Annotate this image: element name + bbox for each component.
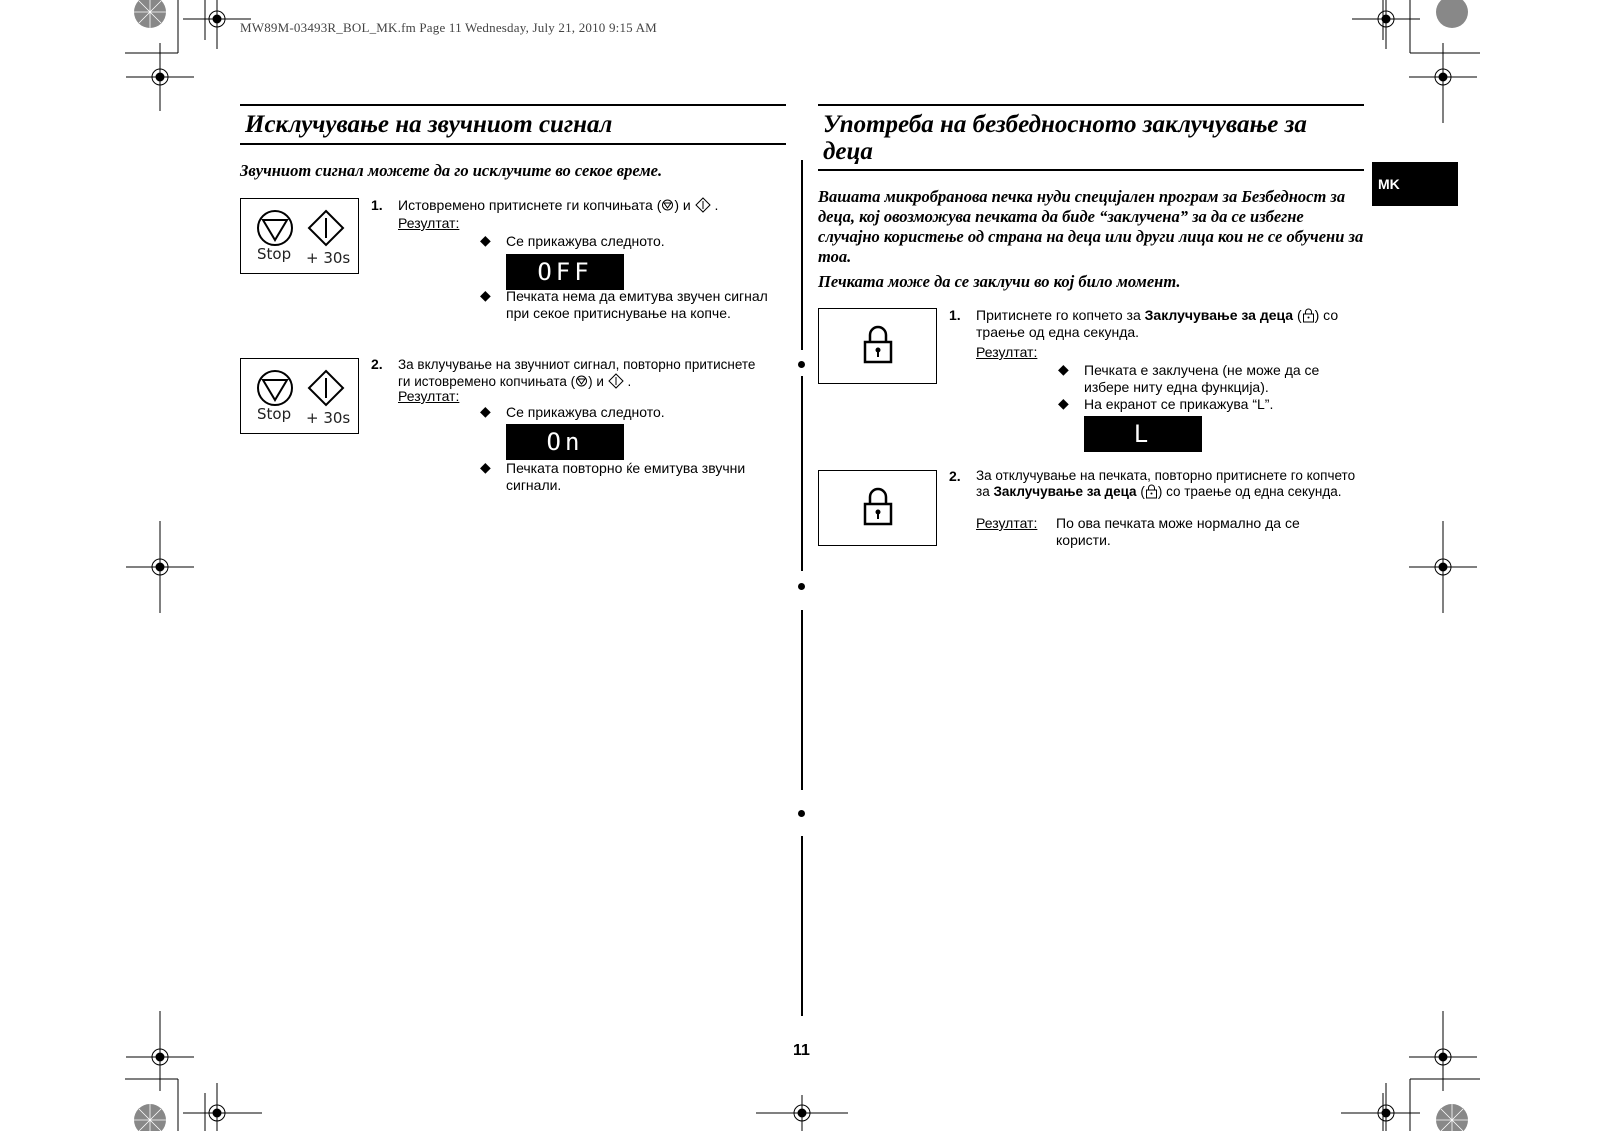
stop-plus30-panel-1 [240, 198, 359, 274]
display-off: OFF [506, 254, 624, 290]
lock-small-icon [1302, 308, 1315, 323]
lock-small-icon [1145, 484, 1158, 499]
plus30-label: + 30s [306, 409, 351, 427]
start-small-icon [695, 197, 711, 213]
stop-small-icon [661, 199, 674, 213]
right-step-2-result-text: По ова печката може нормално да се користи. [1056, 515, 1300, 548]
left-step-1-bullet-2: Печката нема да емитува звучен сигнал при секое притиснување на копче. [506, 288, 768, 321]
right-intro-p2: Печката може да се заклучи во кој било момент. [818, 272, 1181, 291]
display-l: L [1084, 416, 1202, 452]
start-small-icon [608, 373, 624, 389]
display-on: On [506, 424, 624, 460]
diamond-bullet: ◆ [1058, 361, 1069, 377]
right-title-rule-bottom [818, 169, 1364, 171]
right-step-1-text: Притиснете го копчето за Заклучување за деца ( ) со траење од една секунда. [976, 307, 1339, 340]
left-title-rule-bottom [240, 143, 786, 145]
column-divider [801, 610, 803, 790]
column-divider [801, 160, 803, 350]
right-step-1-number: 1. [949, 307, 961, 323]
language-tab: MK [1372, 162, 1458, 206]
right-step-2-result-label: Резултат: [976, 515, 1038, 531]
divider-dot [798, 810, 805, 817]
page-number: 11 [793, 1042, 810, 1059]
left-title-rule-top [240, 104, 786, 106]
column-divider [801, 836, 803, 1016]
left-step-2-number: 2. [371, 356, 383, 372]
left-step-1-result-label: Резултат: [398, 215, 460, 231]
column-divider [801, 376, 803, 571]
child-lock-panel-2 [818, 470, 937, 546]
stop-icon [255, 368, 295, 408]
right-section-title: Употреба на безбедносното заклучување за деца [823, 111, 1307, 165]
left-step-1-text: Истовремено притиснете ги копчињата ( ) и . [398, 197, 719, 213]
left-step-2-bullet-2: Печката повторно ќе емитува звучни сигнали. [506, 460, 746, 493]
left-intro: Звучниот сигнал можете да го исклучите во секое време. [240, 161, 663, 180]
left-step-2-result-label: Резултат: [398, 388, 460, 404]
start-diamond-icon [307, 209, 345, 247]
stop-label: Stop [257, 245, 292, 263]
diamond-bullet: ◆ [480, 232, 491, 248]
right-step-2-text: За отклучување на печката, повторно притиснете го копчето за Заклучување за деца ( ) со траење од една секунда. [976, 468, 1356, 499]
left-step-2-text-line2: ги истовремено копчињата ( ) и . [398, 374, 632, 389]
left-step-1-bullet-1: Се прикажува следното. [506, 233, 665, 249]
diamond-bullet: ◆ [480, 287, 491, 303]
left-step-1-number: 1. [371, 197, 383, 213]
child-lock-panel-1 [818, 308, 937, 384]
right-step-2-number: 2. [949, 468, 961, 484]
right-title-rule-top [818, 104, 1364, 106]
stop-plus30-panel-2 [240, 358, 359, 434]
start-diamond-icon [307, 369, 345, 407]
diamond-bullet: ◆ [1058, 395, 1069, 411]
right-intro-p1: Вашата микробранова печка нуди специјален програм за Безбедност за деца, кој овозможува печката да биде “заклучена” за да се избегне случајно користење од страна на деца или други лица кои не се обучени за тоа. [818, 187, 1364, 266]
left-step-2-bullet-1: Се прикажува следното. [506, 404, 665, 420]
plus30-label: + 30s [306, 249, 351, 267]
left-step-2-text-line1: За вклучување на звучниот сигнал, повторно притиснете [398, 357, 756, 372]
right-step-1-bullet-2: На екранот се прикажува “L”. [1084, 396, 1274, 412]
stop-label: Stop [257, 405, 292, 423]
lock-icon [862, 324, 894, 366]
file-header-line: MW89M-03493R_BOL_MK.fm Page 11 Wednesday, July 21, 2010 9:15 AM [240, 20, 657, 35]
stop-small-icon [575, 375, 588, 389]
divider-dot [798, 583, 805, 590]
divider-dot [798, 361, 805, 368]
diamond-bullet: ◆ [480, 403, 491, 419]
stop-icon [255, 208, 295, 248]
right-step-1-result-label: Резултат: [976, 344, 1038, 360]
left-section-title: Исклучување на звучниот сигнал [245, 111, 613, 138]
right-step-1-bullet-1: Печката е заклучена (не може да се избере ниту една функција). [1084, 362, 1320, 395]
diamond-bullet: ◆ [480, 459, 491, 475]
lock-icon [862, 486, 894, 528]
